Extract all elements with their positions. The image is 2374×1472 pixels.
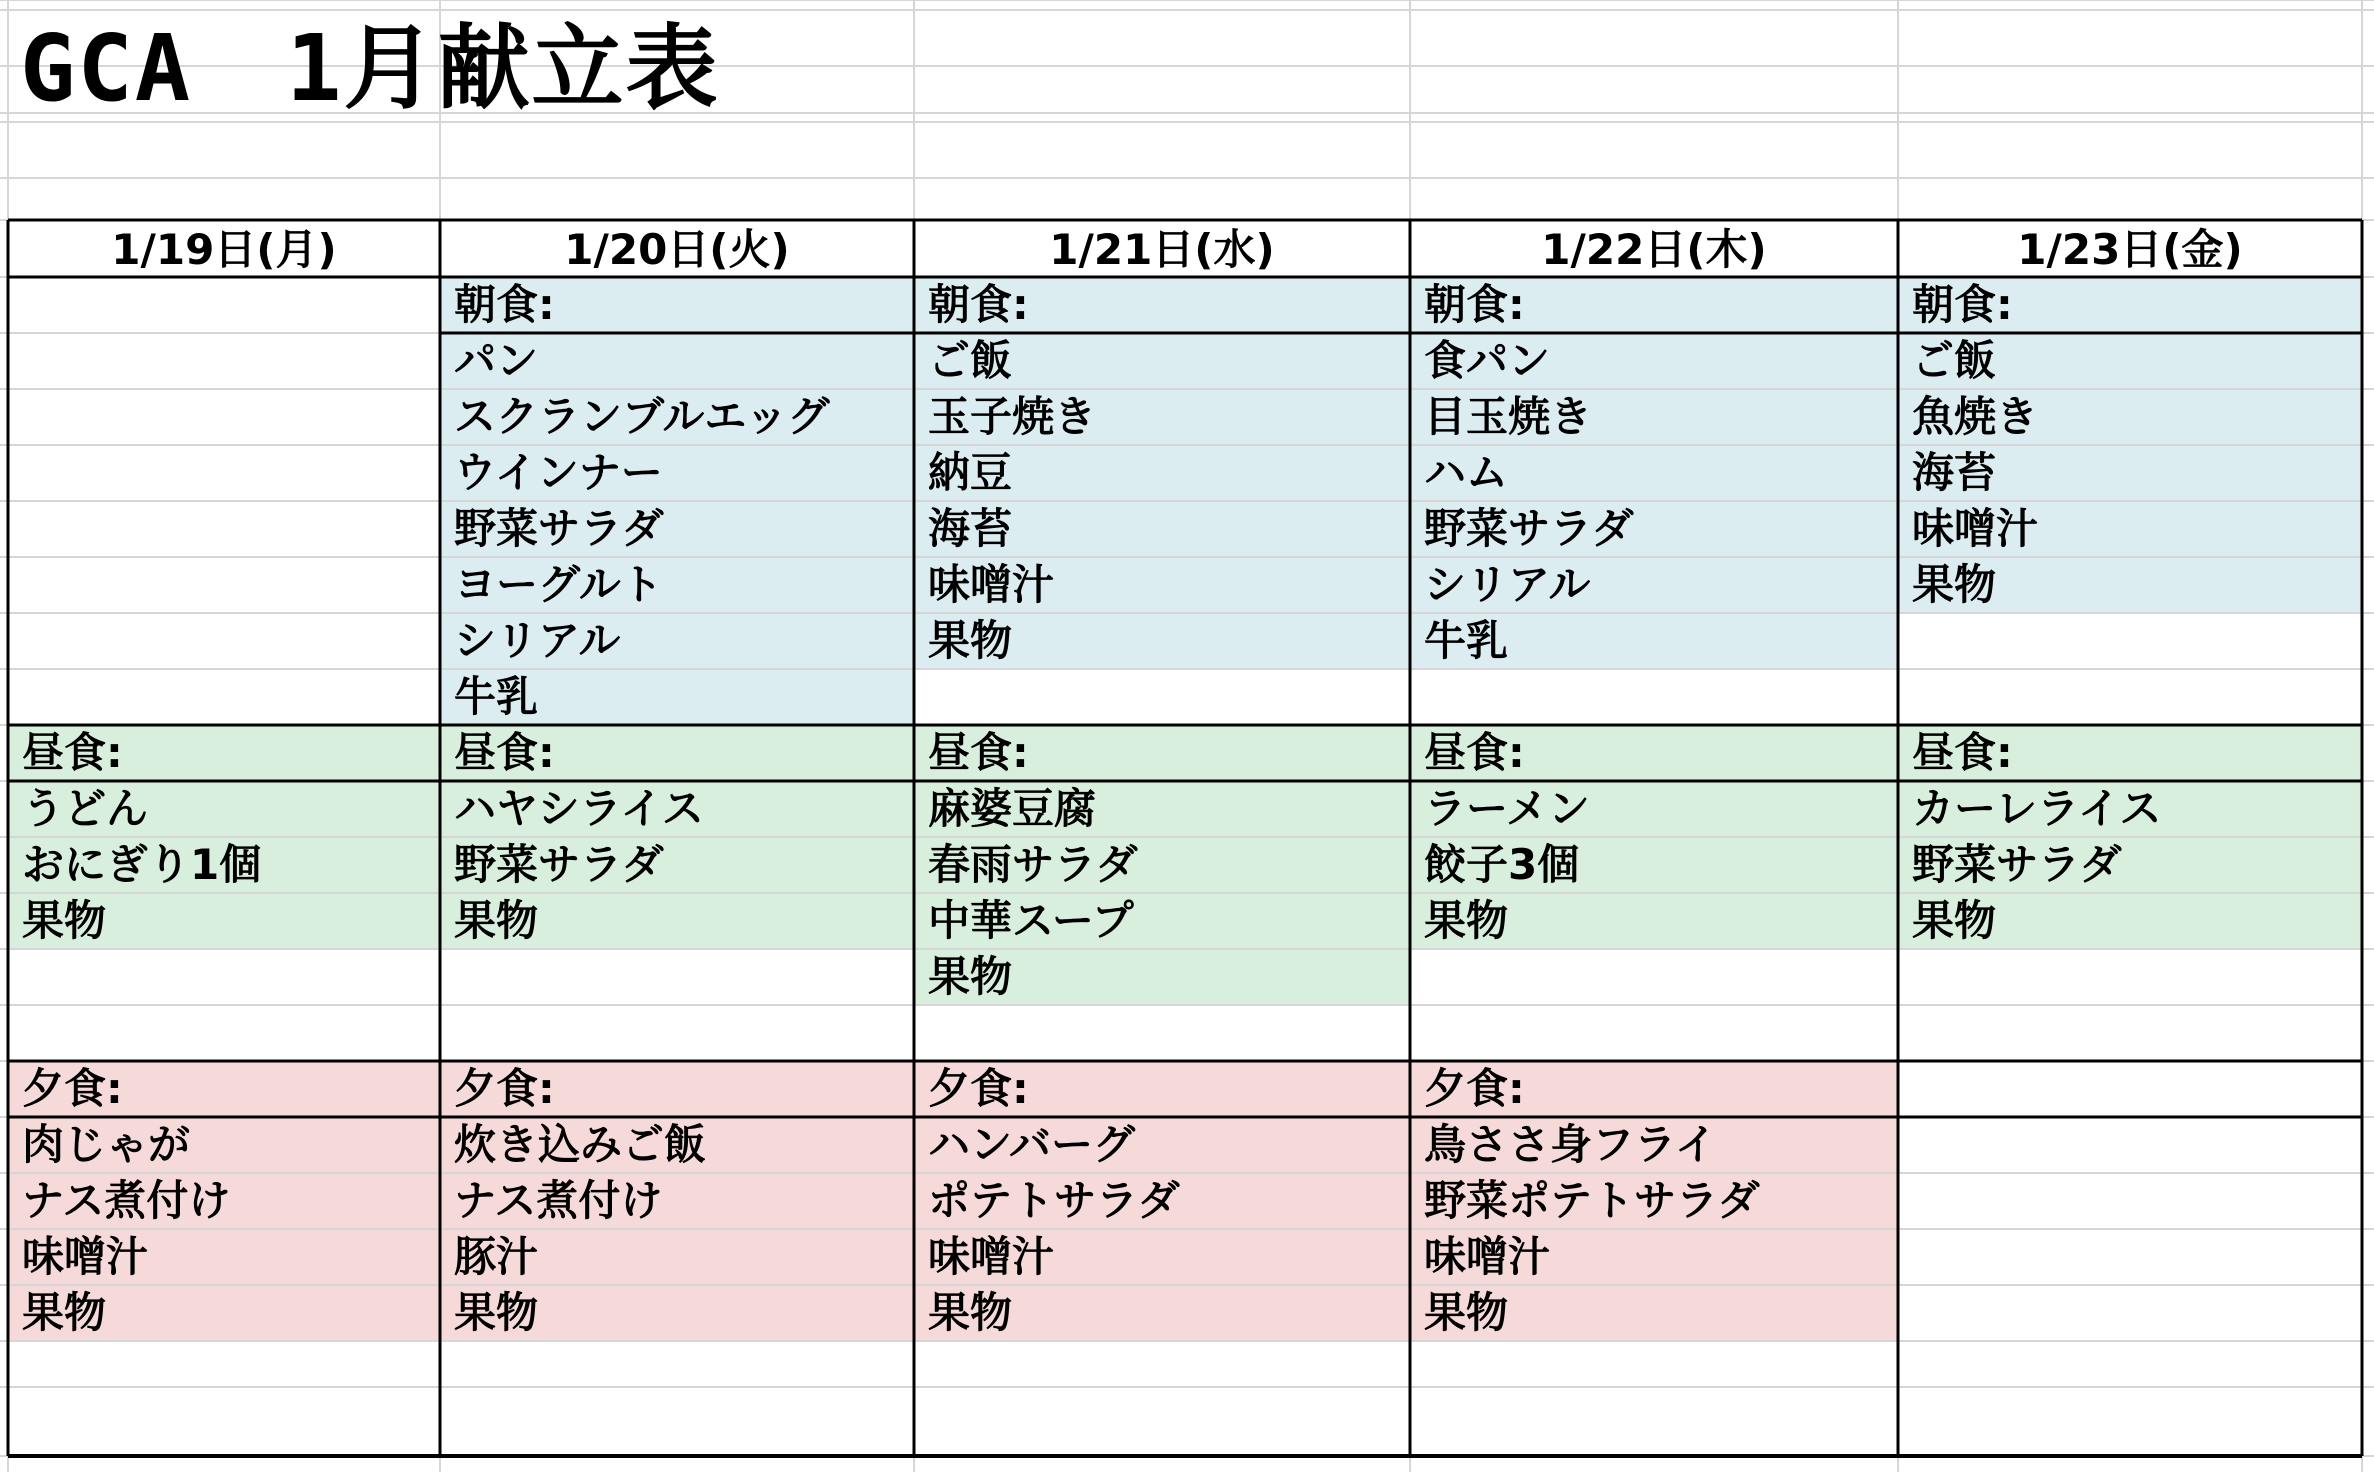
breakfast-item: ご飯 [1912,336,1997,385]
breakfast-item: 牛乳 [454,672,539,721]
date-header-thu: 1/22日(木) [1541,225,1767,274]
date-header-mon: 1/19日(月) [111,225,337,274]
date-header-tue: 1/20日(火) [564,225,790,274]
breakfast-label: 朝食: [1424,280,1525,329]
dinner-label: 夕食: [22,1064,123,1113]
lunch-item: 春雨サラダ [928,840,1138,889]
dinner-item: 野菜ポテトサラダ [1424,1176,1760,1225]
lunch-item: 餃子3個 [1424,840,1580,889]
breakfast-item: 玉子焼き [928,392,1097,441]
lunch-item: 野菜サラダ [454,840,664,889]
dinner-label: 夕食: [454,1064,555,1113]
lunch-item: ラーメン [1424,784,1590,833]
lunch-item: うどん [22,784,149,833]
breakfast-item: 海苔 [1912,448,1997,497]
breakfast-item: 味噌汁 [928,560,1055,609]
lunch-label: 昼食: [1424,728,1525,777]
breakfast-item: ご飯 [928,336,1013,385]
dinner-item: 果物 [454,1288,539,1337]
breakfast-item: ヨーグルト [454,560,663,609]
breakfast-item: 目玉焼き [1424,392,1593,441]
lunch-item: 果物 [1912,896,1997,945]
dinner-item: ナス煮付け [454,1176,663,1225]
breakfast-item: 味噌汁 [1912,504,2039,553]
dinner-item: 果物 [1424,1288,1509,1337]
dinner-item: 炊き込みご飯 [454,1120,707,1169]
dinner-item: ポテトサラダ [928,1176,1180,1225]
lunch-item: 麻婆豆腐 [928,784,1097,833]
lunch-label: 昼食: [454,728,555,777]
breakfast-item: 牛乳 [1424,616,1509,665]
dinner-item: 鳥ささ身フライ [1424,1120,1717,1169]
lunch-item: 果物 [1424,896,1509,945]
dinner-item: 味噌汁 [22,1232,149,1281]
breakfast-item: シリアル [454,616,621,665]
lunch-item: 果物 [928,952,1013,1001]
breakfast-item: 魚焼き [1912,392,2039,441]
dinner-label: 夕食: [1424,1064,1525,1113]
date-header-fri: 1/23日(金) [2017,225,2243,274]
breakfast-item: ウインナー [454,448,663,497]
page-title: GCA 1月献立表 [20,15,720,122]
breakfast-item: 海苔 [928,504,1013,553]
breakfast-item: パン [454,336,539,385]
dinner-item: 味噌汁 [928,1232,1055,1281]
lunch-label: 昼食: [22,728,123,777]
lunch-label: 昼食: [1912,728,2013,777]
lunch-item: 野菜サラダ [1912,840,2122,889]
lunch-item: おにぎり1個 [22,840,262,889]
breakfast-item: シリアル [1424,560,1591,609]
breakfast-item: 食パン [1424,336,1551,385]
breakfast-item: 納豆 [928,448,1013,497]
lunch-label: 昼食: [928,728,1029,777]
breakfast-item: ハム [1424,448,1509,497]
dinner-item: ハンバーグ [928,1120,1136,1169]
breakfast-label: 朝食: [454,280,555,329]
dinner-label: 夕食: [928,1064,1029,1113]
date-header-wed: 1/21日(水) [1049,225,1275,274]
lunch-item: 中華スープ [928,896,1134,945]
dinner-item: 味噌汁 [1424,1232,1551,1281]
breakfast-item: 野菜サラダ [1424,504,1634,553]
breakfast-item: 野菜サラダ [454,504,664,553]
dinner-item: 肉じゃが [22,1120,191,1169]
breakfast-item: スクランブルエッグ [454,392,830,441]
breakfast-item: 果物 [928,616,1013,665]
lunch-item: カーレライス [1912,784,2162,833]
dinner-item: 果物 [928,1288,1013,1337]
dinner-item: 果物 [22,1288,107,1337]
breakfast-item: 果物 [1912,560,1997,609]
dinner-item: 豚汁 [454,1232,539,1281]
lunch-item: 果物 [454,896,539,945]
dinner-item: ナス煮付け [22,1176,231,1225]
lunch-item: 果物 [22,896,107,945]
lunch-item: ハヤシライス [454,784,704,833]
breakfast-label: 朝食: [928,280,1029,329]
breakfast-label: 朝食: [1912,280,2013,329]
